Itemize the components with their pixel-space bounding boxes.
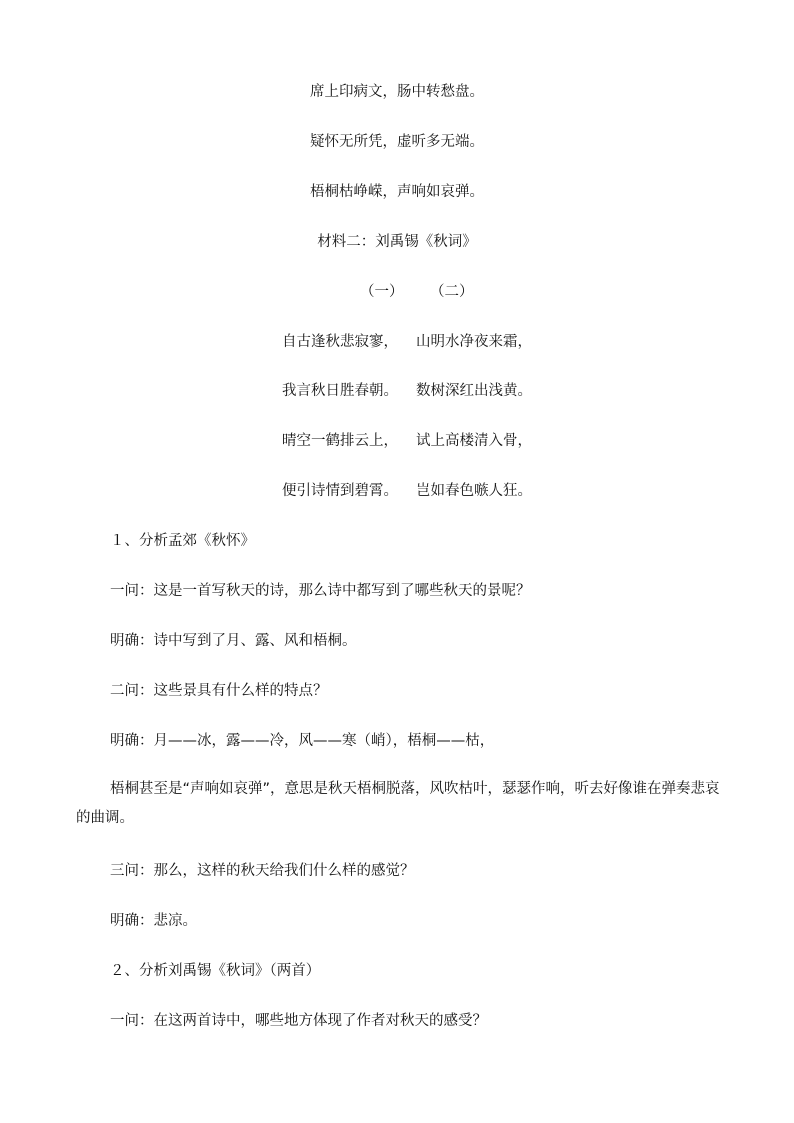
poem2-first-line-3: 晴空一鹤排云上， (282, 433, 398, 449)
poem2-second-line-3: 试上高楼清入骨， (416, 433, 532, 449)
section1-explanation: 梧桐甚至是“声响如哀弹”，意思是秋天梧桐脱落，风吹枯叶，瑟瑟作响，听去好像谁在弹奏悲哀的曲调。 (76, 781, 720, 826)
material2-title: 材料二：刘禹锡《秋词》 (317, 234, 477, 250)
poem2-first-line-1: 自古逢秋悲寂寥， (282, 334, 398, 350)
section1-answer-1: 明确：诗中写到了月、露、风和梧桐。 (110, 633, 357, 649)
poem2-second-line-2: 数树深红出浅黄。 (416, 383, 532, 399)
section1-question-2: 二问：这些景具有什么样的特点？ (110, 683, 328, 699)
poem-number-two: （二） (430, 284, 474, 300)
section1-answer-2: 明确：月——冰，露——冷，风——寒（峭），梧桐——枯， (110, 733, 495, 749)
poem2-second-line-4: 岂如春色嗾人狂。 (416, 483, 532, 499)
section2-question-1: 一问：在这两首诗中，哪些地方体现了作者对秋天的感受？ (110, 1013, 487, 1029)
poem1-line-1: 席上印病文，肠中转愁盘。 (310, 84, 484, 100)
poem1-line-3: 梧桐枯峥嵘，声响如哀弹。 (310, 184, 484, 200)
section2-heading: ２、分析刘禹锡《秋词》（两首） (110, 963, 321, 979)
poem2-second-line-1: 山明水净夜来霜， (416, 334, 532, 350)
section1-answer-3: 明确：悲凉。 (110, 913, 197, 929)
poem2-first-line-4: 便引诗情到碧霄。 (282, 483, 398, 499)
section1-heading: １、分析孟郊《秋怀》 (110, 533, 255, 549)
poem2-first-line-2: 我言秋日胜春朝。 (282, 383, 398, 399)
section1-question-3: 三问：那么，这样的秋天给我们什么样的感觉？ (110, 863, 415, 879)
poem1-line-2: 疑怀无所凭，虚听多无端。 (310, 134, 484, 150)
poem-number-one: （一） (360, 284, 404, 300)
section1-question-1: 一问：这是一首写秋天的诗，那么诗中都写到了哪些秋天的景呢？ (110, 583, 531, 599)
